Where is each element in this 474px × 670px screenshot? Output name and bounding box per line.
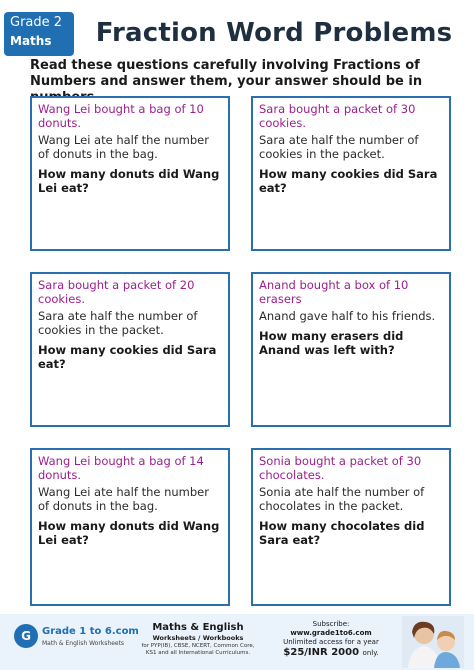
promo-text: [138, 622, 258, 657]
mother-child-photo-icon: [402, 616, 464, 668]
problem-head: Wang Lei bought a bag of 10 donuts.: [38, 102, 204, 130]
logo-name: Grade 1 to 6.com: [42, 626, 139, 637]
problem-card: [30, 272, 230, 427]
problem-head: Sara bought a packet of 30 cookies.: [259, 102, 416, 130]
price-only: only.: [362, 649, 379, 657]
problem-head: Anand bought a box of 10 erasers: [259, 278, 409, 306]
grade-badge: [4, 12, 74, 56]
subject-label: Maths: [10, 34, 52, 48]
footer-banner: [0, 614, 474, 670]
site-logo[interactable]: [14, 624, 139, 658]
problem-head: Wang Lei bought a bag of 14 donuts.: [38, 454, 204, 482]
problem-question: How many chocolates did Sara eat?: [259, 519, 425, 547]
price-value: $25/INR 2000: [283, 647, 360, 658]
subscribe-url-link[interactable]: www.grade1to6.com: [290, 629, 372, 637]
problem-body: Sara ate half the number of cookies in the packet.: [259, 133, 419, 161]
problem-body: Wang Lei ate half the number of donuts in the bag.: [38, 485, 209, 513]
problem-head: Sara bought a packet of 20 cookies.: [38, 278, 195, 306]
problem-card: [251, 272, 451, 427]
subscribe-access: Unlimited access for a year: [283, 638, 379, 646]
subscribe-box: [272, 620, 390, 659]
promo-heading: Maths & English: [152, 622, 244, 633]
promo-curriculums: for PYP(IB), CBSE, NCERT, Common Core, KS1 and all International Curriculums.: [141, 643, 255, 656]
problem-card: [251, 96, 451, 251]
problem-body: Sara ate half the number of cookies in the packet.: [38, 309, 198, 337]
problem-head: Sonia bought a packet of 30 chocolates.: [259, 454, 422, 482]
problem-card: [30, 448, 230, 606]
problem-body: Sonia ate half the number of chocolates in the packet.: [259, 485, 425, 513]
instructions-text: Read these questions carefully involving Fractions of Numbers and answer them, your answer should be in: [30, 58, 423, 89]
promo-subheading: Worksheets / Workbooks: [152, 634, 244, 642]
problem-card: [251, 448, 451, 606]
problem-question: How many cookies did Sara eat?: [259, 167, 438, 195]
problem-body: Anand gave half to his friends.: [259, 309, 436, 323]
page-title: Fraction Word Problems: [95, 18, 453, 48]
problem-card: [30, 96, 230, 251]
grade-label: Grade 2: [10, 15, 63, 30]
logo-mark-icon: G: [14, 624, 38, 648]
logo-tagline: Math & English Worksheets: [42, 640, 125, 647]
problem-question: How many cookies did Sara eat?: [38, 343, 217, 371]
problem-body: Wang Lei ate half the number of donuts in the bag.: [38, 133, 209, 161]
problem-question: How many donuts did Wang Lei eat?: [38, 519, 220, 547]
subscribe-label: Subscribe:: [312, 620, 350, 628]
problem-question: How many erasers did Anand was left with?: [259, 329, 404, 357]
subscribe-price: [272, 647, 390, 659]
problem-question: How many donuts did Wang Lei eat?: [38, 167, 220, 195]
